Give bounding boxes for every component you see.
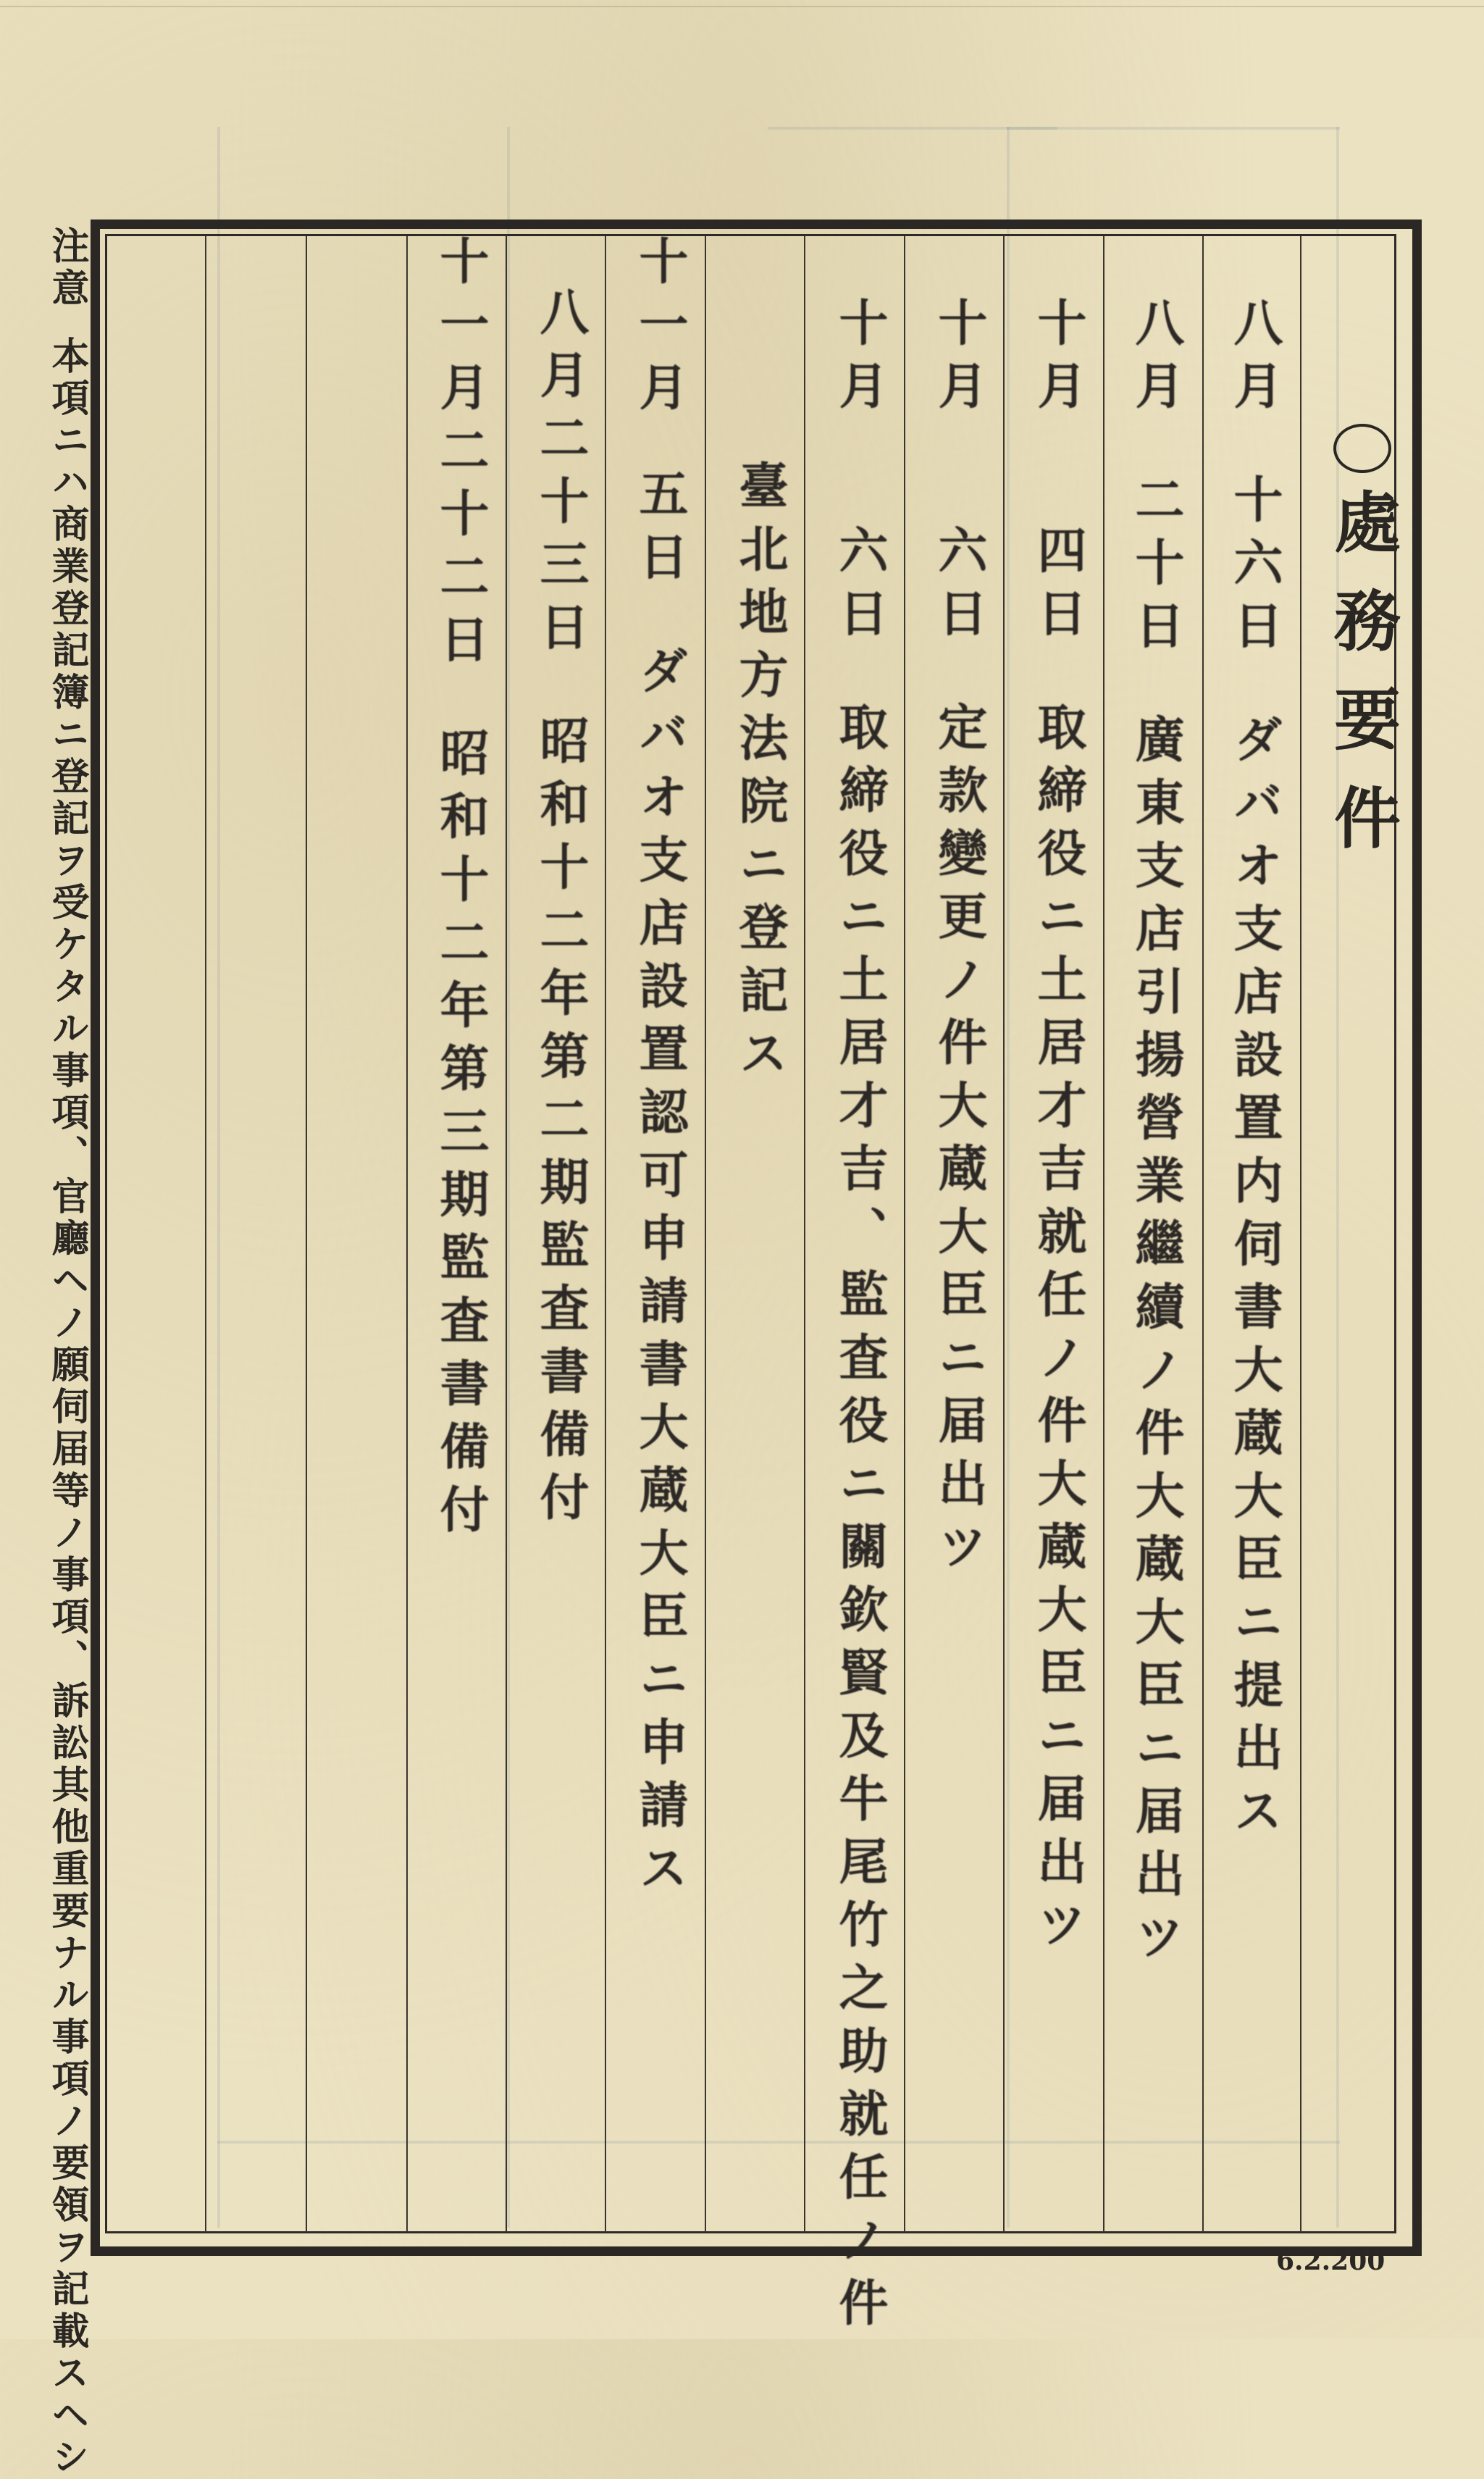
entry-month: 十月 xyxy=(831,297,888,423)
page-fold-line xyxy=(0,6,1484,7)
column-rule xyxy=(306,236,307,2232)
column-rule xyxy=(1003,236,1005,2232)
entry-month: 八月 xyxy=(1225,297,1283,423)
entry-row xyxy=(1023,297,1093,1962)
entry-day: 四日 xyxy=(1029,524,1086,651)
document-title xyxy=(1315,424,1410,882)
entry-day: 六日 xyxy=(831,524,888,651)
entry-text: 定款變更ノ件大蔵大臣ニ届出ツ xyxy=(930,701,987,1584)
entry-date: 十一月二十二日 xyxy=(432,235,489,677)
entry-row xyxy=(624,235,695,1905)
entry-text: 取締役ニ土居才吉、監査役ニ關欽賢及牛尾竹之助就任ノ件 xyxy=(831,701,888,2340)
entry-row xyxy=(425,235,495,1547)
entry-row xyxy=(525,286,595,1534)
column-rule xyxy=(205,236,206,2232)
column-rule xyxy=(406,236,408,2232)
entry-day: 五日 xyxy=(631,468,688,594)
note-label: 注意 xyxy=(45,226,89,310)
entry-text: 昭和十二年第三期監査書備付 xyxy=(432,727,489,1547)
entry-month: 十月 xyxy=(1029,297,1086,423)
title-text: 處務要件 xyxy=(1323,488,1401,882)
title-circle-mark xyxy=(1333,424,1391,473)
instruction-note xyxy=(40,226,94,2479)
entry-text: ダバオ支店設置内伺書大蔵大臣ニ提出ス xyxy=(1225,714,1283,1848)
entry-month: 八月 xyxy=(1127,297,1184,423)
column-rule xyxy=(605,236,606,2232)
note-text: 本項ニハ商業登記簿ニ登記ヲ受ケタル事項、官廳ヘノ願伺届等ノ事項、訴訟其他重要ナル事項ノ要領ヲ記載スヘシ xyxy=(45,336,89,2479)
column-rule xyxy=(904,236,905,2232)
entry-day: 十六日 xyxy=(1225,474,1283,663)
column-rule xyxy=(1202,236,1204,2232)
bleed-through-line xyxy=(1007,127,1340,130)
entry-row xyxy=(1120,297,1191,1974)
entry-text: 廣東支店引揚營業繼續ノ件大蔵大臣ニ届出ツ xyxy=(1127,714,1184,1974)
column-rule xyxy=(506,236,507,2232)
entry-month: 十一月 xyxy=(631,235,688,425)
entry-text: 取締役ニ土居才吉就任ノ件大蔵大臣ニ届出ツ xyxy=(1029,701,1086,1962)
entry-text: 臺北地方法院ニ登記ス xyxy=(731,460,788,1090)
entry-month: 十月 xyxy=(930,297,987,423)
entry-row-continuation xyxy=(724,460,795,1090)
entry-row xyxy=(1219,297,1289,1848)
column-rule xyxy=(804,236,805,2232)
entry-row xyxy=(923,297,994,1584)
column-rule xyxy=(705,236,706,2232)
column-rule xyxy=(1103,236,1104,2232)
entry-day: 二十日 xyxy=(1127,474,1184,663)
entry-row xyxy=(824,297,894,2340)
print-code: 6.2.200 xyxy=(1276,2246,1386,2276)
entry-text: ダバオ支店設置認可申請書大蔵大臣ニ申請ス xyxy=(631,645,688,1905)
entry-day: 六日 xyxy=(930,524,987,651)
column-rule xyxy=(1300,236,1301,2232)
entry-text: 昭和十二年第二期監査書備付 xyxy=(532,715,589,1534)
entry-date: 八月二十三日 xyxy=(532,286,589,664)
